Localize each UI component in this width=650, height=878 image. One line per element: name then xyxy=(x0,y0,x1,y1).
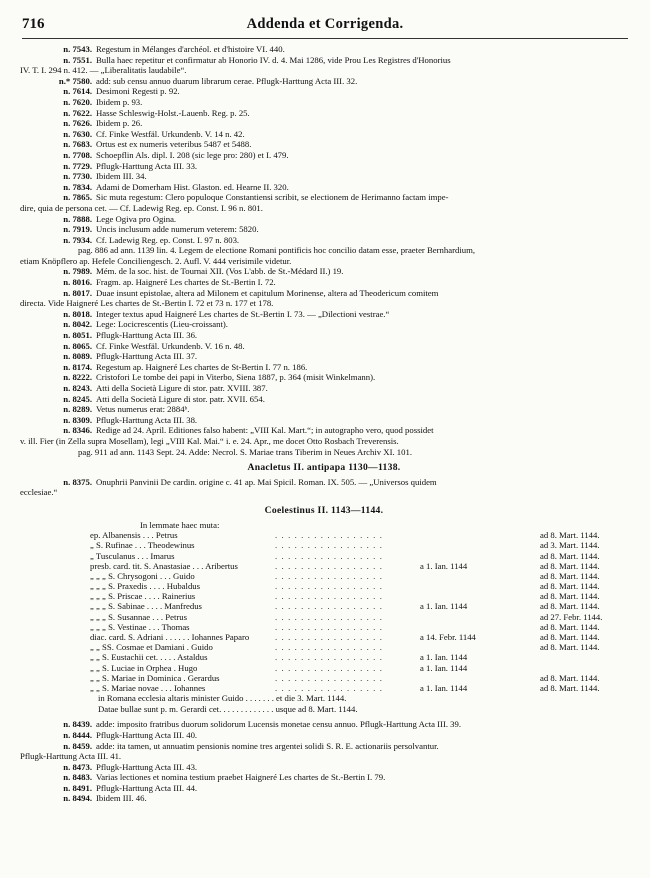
entry xyxy=(20,182,628,193)
entry-text: Regestum ap. Haigneré Les chartes de St-Bertin I. 77 n. 186. xyxy=(96,361,308,372)
entries-bottom xyxy=(20,719,628,804)
leader-dots: . . . . . . . . . . . . . . . . . xyxy=(275,621,383,632)
entry-text: Pflugk-Harttung Acta III. 40. xyxy=(96,729,198,740)
entry-number: n. 8089. xyxy=(63,351,92,362)
lemma-to-date: ad 8. Mart. 1144. xyxy=(540,632,600,642)
leader-dots: . . . . . . . . . . . . . . . . . xyxy=(275,672,383,683)
entry-text: Atti della Società Ligure di stor. patr. XVII. 654. xyxy=(96,393,265,404)
lemma-footer-1: in Romana ecclesia altaris minister Guido . . . . . . . et die 3. Mart. 1144. xyxy=(98,693,347,704)
entry-number: n. 7543. xyxy=(63,44,92,54)
entry xyxy=(20,129,628,140)
lemma-to-date: ad 8. Mart. 1144. xyxy=(540,621,600,632)
entry-text: Cristofori Le tombe dei papi in Viterbo, Siena 1887, p. 364 (misit Winkelmann). xyxy=(96,372,376,383)
lemma-row xyxy=(20,622,628,632)
entry-number: n. 7888. xyxy=(63,213,92,224)
entry-text: Ortus est ex numeris veteribus 5487 et 5488. xyxy=(96,139,252,150)
entry-text: Varias lectiones et nomina testium praebet Haigneré Les chartes de St.-Bertin I. 79. xyxy=(96,772,386,783)
entry xyxy=(20,139,628,150)
lemma-row xyxy=(20,612,628,622)
lemma-cardinal: „ „ „ S. Susannae . . . Petrus xyxy=(90,611,187,622)
entry-number: n. 8444. xyxy=(63,729,92,740)
entry xyxy=(20,266,628,277)
lemma-to-date: ad 27. Febr. 1144. xyxy=(540,611,603,622)
entry xyxy=(20,44,628,55)
entry-number: n. 7919. xyxy=(63,224,92,235)
entry-number: n. 8346. xyxy=(63,425,92,436)
leader-dots: . . . . . . . . . . . . . . . . . xyxy=(275,601,383,612)
entry-number: n. 8222. xyxy=(63,372,92,383)
entry xyxy=(20,86,628,97)
anacletus-heading: Anacletus II. antipapa 1130—1138. xyxy=(247,462,401,474)
entry-text: Vetus numerus erat: 2884ᵇ. xyxy=(96,404,190,415)
header-rule xyxy=(22,38,628,39)
lemma-row xyxy=(20,652,628,662)
entry-text: Pflugk-Harttung Acta III. 38. xyxy=(96,414,198,425)
lemma-row xyxy=(20,663,628,673)
entry-text: Lege: Locicrescentis (Lieu-croissant). xyxy=(96,319,228,330)
entry-number: n. 7934. xyxy=(63,234,92,245)
entry-continuation: dire, quia de persona cet. — Cf. Ladewig Reg. ep. Const. I. 96 n. 801. xyxy=(20,202,263,213)
entry-number: n. 8051. xyxy=(63,330,92,341)
leader-dots: . . . . . . . . . . . . . . . . . xyxy=(275,591,383,602)
entry xyxy=(20,741,628,752)
entry xyxy=(20,214,628,225)
lemma-to-date: ad 3. Mart. 1144. xyxy=(540,540,600,551)
lemma-cardinal: presb. card. tit. S. Anastasiae . . . Aribertus xyxy=(90,560,238,571)
entry-number: n. 8483. xyxy=(63,772,92,783)
entry-number: n. 8065. xyxy=(63,340,92,351)
entry xyxy=(20,772,628,783)
pag-911: pag. 911 ad ann. 1143 Sept. 24. Adde: Necrol. S. Mariae trans Tiberim in Neues Archiv XI. 101. xyxy=(78,446,413,457)
entry-number: n. 7708. xyxy=(63,149,92,160)
lemma-from-date: a 1. Ian. 1144 xyxy=(420,652,468,663)
pag-886-line1: pag. 886 ad ann. 1139 lin. 4. Legem de electione Romani pontificis hoc concilio datam esse, praeter Bernhardium, xyxy=(78,245,476,256)
entries-top xyxy=(20,44,628,245)
entry-number: n. 8017. xyxy=(63,287,92,298)
lemma-note: In lemmate haec muta: xyxy=(140,519,220,530)
entry-text: Hasse Schleswig-Holst.-Lauenb. Reg. p. 25. xyxy=(96,107,250,118)
entry-text: Desimoni Regesti p. 92. xyxy=(96,86,180,97)
entry-text: add: sub censu annuo duarum librarum cerae. Pflugk-Harttung Acta III. 32. xyxy=(96,75,358,86)
entry-text: adde: imposito fratribus duorum solidorum Lucensis monetae censu annuo. Pflugk-Harttung Acta III. 39. xyxy=(96,719,462,730)
lemma-row xyxy=(20,632,628,642)
entry-text: Integer textus apud Haigneré Les chartes de St.-Bertin I. 73. — „Dilectioni vestrae.“ xyxy=(96,308,390,319)
leader-dots: . . . . . . . . . . . . . . . . . xyxy=(275,662,383,673)
entry-number: n. 8375. xyxy=(63,476,92,487)
entry-number: n. 8459. xyxy=(63,740,92,751)
lemma-cardinal: „ „ „ S. Chrysogoni . . . Guido xyxy=(90,570,195,581)
entry-number: n. 7730. xyxy=(63,171,92,182)
lemma-row xyxy=(20,530,628,540)
entry-number: n. 7989. xyxy=(63,266,92,277)
entry xyxy=(20,394,628,405)
lemma-to-date: ad 8. Mart. 1144. xyxy=(540,581,600,592)
leader-dots: . . . . . . . . . . . . . . . . . xyxy=(275,611,383,622)
entry-number: n. 8439. xyxy=(63,719,92,730)
entry-number: n. 8494. xyxy=(63,793,92,804)
entry-text: Ibidem III. 34. xyxy=(96,171,147,182)
lemma-row xyxy=(20,581,628,591)
entry xyxy=(20,55,628,66)
lemma-cardinal: „ „ „ S. Vestinae . . . Thomas xyxy=(90,621,190,632)
entry xyxy=(20,362,628,373)
page-number: 716 xyxy=(22,16,45,32)
entry-number: n. 8245. xyxy=(63,393,92,404)
entry-text: Adami de Domerham Hist. Glaston. ed. Hearne II. 320. xyxy=(96,181,289,192)
entry-text: Pflugk-Harttung Acta III. 44. xyxy=(96,782,198,793)
entry xyxy=(20,793,628,804)
leader-dots: . . . . . . . . . . . . . . . . . xyxy=(275,642,383,653)
lemma-from-date: a 1. Ian. 1144 xyxy=(420,601,468,612)
entry xyxy=(20,76,628,87)
entry-text: Cf. Finke Westfäl. Urkundenb. V. 14 n. 42. xyxy=(96,128,245,139)
entry xyxy=(20,288,628,299)
lemma-to-date: ad 8. Mart. 1144. xyxy=(540,550,600,561)
leader-dots: . . . . . . . . . . . . . . . . . xyxy=(275,530,383,541)
leader-dots: . . . . . . . . . . . . . . . . . xyxy=(275,540,383,551)
coelestinus-heading: Coelestinus II. 1143—1144. xyxy=(264,504,384,516)
entry-number: n. 7551. xyxy=(63,54,92,65)
lemma-to-date: ad 8. Mart. 1144. xyxy=(540,560,600,571)
lemma-cardinal: „ „ S. Mariae in Dominica . Gerardus xyxy=(90,672,220,683)
entry-text: Bulla haec repetitur et confirmatur ab Honorio IV. d. 4. Mai 1286, vide Prou Les Registres d'Honorius xyxy=(96,54,451,65)
entry-number: n.* 7580. xyxy=(58,75,92,86)
lemma-cardinal: „ Tusculanus . . . Imarus xyxy=(90,550,175,561)
lemma-row xyxy=(20,601,628,611)
entry-text: Sic muta regestum: Clero populoque Constantiensi scribit, se electionem de Herimanno factam impe- xyxy=(96,192,449,203)
entry xyxy=(20,762,628,773)
lemma-cardinal: „ „ „ S. Praxedis . . . . Hubaldus xyxy=(90,581,201,592)
lemma-cardinal: „ „ S. Luciae in Orphea . Hugo xyxy=(90,662,198,673)
lemma-row xyxy=(20,561,628,571)
entry-number: n. 8473. xyxy=(63,761,92,772)
lemma-row xyxy=(20,673,628,683)
lemma-cardinal: ep. Albanensis . . . Petrus xyxy=(90,530,178,541)
lemma-from-date: a 1. Ian. 1144 xyxy=(420,560,468,571)
entry-text: Pflugk-Harttung Acta III. 33. xyxy=(96,160,198,171)
entry xyxy=(20,383,628,394)
lemma-row xyxy=(20,683,628,693)
lemma-row xyxy=(20,571,628,581)
entry-number: n. 7683. xyxy=(63,139,92,150)
entry-number: n. 8491. xyxy=(63,782,92,793)
running-title: Addenda et Corrigenda. xyxy=(246,16,404,32)
entry xyxy=(20,161,628,172)
entry-text: Pflugk-Harttung Acta III. 36. xyxy=(96,330,198,341)
entry-text: Mém. de la soc. hist. de Tournai XII. (Vos L'abb. de St.-Médard II.) 19. xyxy=(96,266,344,277)
entry-number: n. 7865. xyxy=(63,192,92,203)
entry-text: Pflugk-Harttung Acta III. 37. xyxy=(96,351,198,362)
lemma-to-date: ad 8. Mart. 1144. xyxy=(540,591,600,602)
entry-number: n. 8016. xyxy=(63,277,92,288)
lemma-to-date: ad 8. Mart. 1144. xyxy=(540,682,600,693)
lemma-cardinal: „ „ „ S. Sabinae . . . . Manfredus xyxy=(90,601,202,612)
pag-886-line2: etiam Knöpflero ap. Hefele Conciliengesch. 2. Aufl. V. 444 verisimile videtur. xyxy=(20,255,292,266)
entry xyxy=(20,97,628,108)
entry xyxy=(20,277,628,288)
entry xyxy=(20,372,628,383)
lemma-cardinal: „ „ S. Mariae novae . . . Iohannes xyxy=(90,682,206,693)
entry-continuation: ecclesiae.“ xyxy=(20,487,58,498)
entry-text: Pflugk-Harttung Acta III. 43. xyxy=(96,761,198,772)
entry-text: Duae insunt epistolae, altera ad Milonem et capitulum Morinense, altera ad Theodericum comitem xyxy=(96,287,439,298)
entry-text: Uncis inclusum adde numerum veterem: 5820. xyxy=(96,224,259,235)
entry xyxy=(20,477,628,488)
lemma-to-date: ad 8. Mart. 1144. xyxy=(540,672,600,683)
entry xyxy=(20,415,628,426)
lemma-to-date: ad 8. Mart. 1144. xyxy=(540,530,600,541)
entry-text: adde: ita tamen, ut annuatim pensionis nomine tres argentei solidi S. R. E. actionariis persolvantur. xyxy=(96,740,439,751)
page-body xyxy=(20,44,628,804)
entry-text: Lege Ogiva pro Ogina. xyxy=(96,213,177,224)
lemma-to-date: ad 8. Mart. 1144. xyxy=(540,642,600,653)
leader-dots: . . . . . . . . . . . . . . . . . xyxy=(275,550,383,561)
entry-number: n. 7614. xyxy=(63,86,92,97)
entry xyxy=(20,224,628,235)
entry xyxy=(20,192,628,203)
lemma-from-date: a 1. Ian. 1144 xyxy=(420,662,468,673)
lemma-cardinal: „ „ SS. Cosmae et Damiani . Guido xyxy=(90,642,213,653)
entry-text: Regestum in Mélanges d'archéol. et d'histoire VI. 440. xyxy=(96,44,285,54)
entry-text: Cf. Finke Westfäl. Urkundenb. V. 16 n. 48. xyxy=(96,340,245,351)
entry xyxy=(20,425,628,436)
entry-text: Ibidem III. 46. xyxy=(96,793,147,804)
entry-continuation: Pflugk-Harttung Acta III. 41. xyxy=(20,751,122,762)
entry xyxy=(20,150,628,161)
entry xyxy=(20,171,628,182)
lemma-cardinal: diac. card. S. Adriani . . . . . . Iohannes Paparo xyxy=(90,632,250,642)
lemma-cardinal: „ S. Rufinae . . . Theodewinus xyxy=(90,540,195,551)
entry-text: Onuphrii Panvinii De cardin. origine c. 41 ap. Mai Spicil. Roman. IX. 505. — „Universos quidem xyxy=(96,476,437,487)
lemma-to-date: ad 8. Mart. 1144. xyxy=(540,601,600,612)
entry-text: Ibidem p. 26. xyxy=(96,118,143,129)
entry-number: n. 7620. xyxy=(63,96,92,107)
lemma-from-date: a 14. Febr. 1144 xyxy=(420,632,476,642)
entry xyxy=(20,108,628,119)
entry xyxy=(20,719,628,730)
entry-number: n. 8309. xyxy=(63,414,92,425)
entry xyxy=(20,351,628,362)
entry-text: Atti della Società Ligure di stor. patr. XVIII. 387. xyxy=(96,383,268,393)
lemma-table xyxy=(20,530,628,693)
entry xyxy=(20,309,628,320)
lemma-cardinal: „ „ „ S. Priscae . . . . Rainerius xyxy=(90,591,196,602)
entry-text: Ibidem p. 93. xyxy=(96,96,143,107)
entry-number: n. 7626. xyxy=(63,118,92,129)
entry-number: n. 7729. xyxy=(63,160,92,171)
entry-number: n. 8174. xyxy=(63,361,92,372)
leader-dots: . . . . . . . . . . . . . . . . . xyxy=(275,581,383,592)
page-header xyxy=(22,16,628,32)
leader-dots: . . . . . . . . . . . . . . . . . xyxy=(275,652,383,663)
entry xyxy=(20,330,628,341)
entry-number: n. 8018. xyxy=(63,308,92,319)
lemma-to-date: ad 8. Mart. 1144. xyxy=(540,570,600,581)
leader-dots: . . . . . . . . . . . . . . . . . xyxy=(275,682,383,693)
entry xyxy=(20,319,628,330)
lemma-row xyxy=(20,540,628,550)
lemma-row xyxy=(20,551,628,561)
entries-mid xyxy=(20,266,628,446)
entry-number: n. 8289. xyxy=(63,404,92,415)
entry-continuation: v. ill. Fier (in Zella supra Mosellam), legi „VIII Kal. Mai.“ i. e. 24. Apr., me docet Otto Rosbach Treverensis. xyxy=(20,435,399,446)
leader-dots: . . . . . . . . . . . . . . . . . xyxy=(275,560,383,571)
entry-number: n. 7834. xyxy=(63,181,92,192)
entry-number: n. 7622. xyxy=(63,107,92,118)
entry xyxy=(20,341,628,352)
entry-continuation: directa. Vide Haigneré Les chartes de St.-Bertin I. 72 et 73 n. 177 et 178. xyxy=(20,298,274,309)
entry xyxy=(20,404,628,415)
entry-text: Fragm. ap. Haigneré Les chartes de St.-Bertin I. 72. xyxy=(96,277,276,288)
entry-text: Cf. Ladewig Reg. ep. Const. I. 97 n. 803. xyxy=(96,234,240,245)
lemma-from-date: a 1. Ian. 1144 xyxy=(420,682,468,693)
entry-number: n. 8042. xyxy=(63,319,92,330)
leader-dots: . . . . . . . . . . . . . . . . . xyxy=(275,570,383,581)
entry xyxy=(20,730,628,741)
lemma-row xyxy=(20,642,628,652)
entry-text: Redige ad 24. April. Editiones falso habent: „VIII Kal. Mart.“; in autographo vero, quod possidet xyxy=(96,425,434,436)
leader-dots: . . . . . . . . . . . . . . . . . xyxy=(275,632,383,642)
entry-continuation: IV. T. I. 294 n. 412. — „Liberalitatis laudabile“. xyxy=(20,65,187,76)
entry xyxy=(20,235,628,246)
entry-number: n. 7630. xyxy=(63,128,92,139)
entry xyxy=(20,783,628,794)
lemma-cardinal: „ „ S. Eustachii cet. . . . . Astaldus xyxy=(90,652,208,663)
entry xyxy=(20,118,628,129)
lemma-footer-2: Datae bullae sunt p. m. Gerardi cet. . . . . . . . . . . . . usque ad 8. Mart. 1144. xyxy=(98,703,358,714)
entry-number: n. 8243. xyxy=(63,383,92,393)
lemma-row xyxy=(20,591,628,601)
entry-text: Schoepflin Als. dipl. I. 208 (sic lege pro: 280) et I. 479. xyxy=(96,149,289,160)
